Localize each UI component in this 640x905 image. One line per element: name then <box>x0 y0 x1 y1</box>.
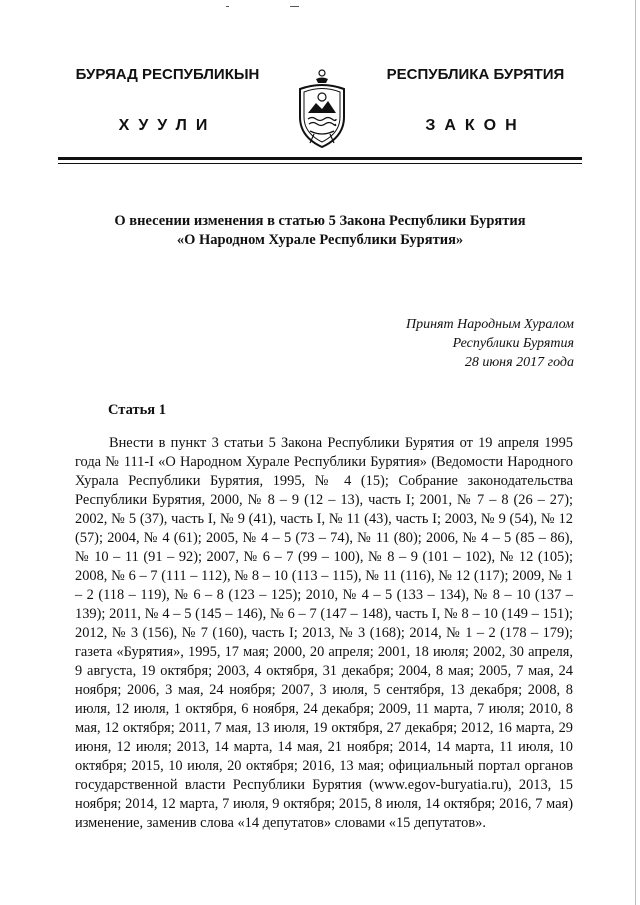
header-rule-thin <box>58 163 582 164</box>
scan-mark <box>226 6 229 7</box>
buryatia-coat-of-arms-icon <box>294 67 350 151</box>
article-text: Внести в пункт 3 статьи 5 Закона Республики Бурятия от 19 апреля 1995 года № 111-I «О Народном Хурале Республики Бурятия» (Ведомости Народного Хурала Республики Бурятия, 1995, № 4 (15); Собрание законодательства Республики Бурятия, 2000, № 8 – 9 (12 – 13), часть I; 2001, № 7 – 8 (26 – 27); 2002, № 5 (37), часть I, № 9 (41), часть I, № 11 (43), часть I; 2003, № 9 (54), № 12 (57); 2004, № 4 (61); 2005, № 4 – 5 (73 – 74), № 11 (80); 2006, № 4 – 5 (85 – 86), № 10 – 11 (91 – 92); 2007, № 6 – 7 (99 – 100), № 8 – 9 (101 – 102), № 12 (105); 2008, № 6 – 7 (111 – 112), № 8 – 10 (113 – 115), № 11 (116), № 12 (117); 2009, № 1 – 2 (118 – 119), № 6 – 8 (123 – 125); 2010, № 4 – 5 (133 – 134), № 8 – 10 (137 – 139); 2011, № 4 – 5 (145 – 146), № 6 – 7 (147 – 148), часть I, № 8 – 10 (149 – 151); 2012, № 3 (156), № 7 (160), часть I; 2013, № 3 (168); 2014, № 1 – 2 (178 – 179); газета «Бурятия», 1995, 17 мая; 2000, 20 апреля; 2001, 18 июля; 2002, 30 апреля, 9 августа, 19 октября; 2003, 4 октября, 31 декабря; 2004, 8 мая; 2005, 7 мая, 24 ноября; 2006, 3 мая, 24 ноября; 2007, 3 июля, 5 сентября, 13 декабря; 2008, 8 июля, 12 июля, 1 октября, 6 ноября, 24 декабря; 2009, 11 марта, 7 июля; 2010, 8 мая, 12 октября; 2011, 7 мая, 13 июля, 19 октября, 27 декабря; 2012, 16 марта, 29 июня, 12 июля; 2013, 14 марта, 14 мая, 21 ноября; 2014, 14 марта, 11 июля, 10 октября; 2015, 10 июля, 20 октября; 2016, 13 мая; официальный портал органов государственной власти Республики Бурятия (www.egov-buryatia.ru), 2013, 15 ноября; 2014, 12 марта, 7 июля, 9 октября; 2015, 8 июля, 14 октября; 2016, 7 мая) изменение, заменив слова «14 депутатов» словами «15 депутатов». <box>75 435 573 831</box>
adoption-note-line: Принят Народным Хуралом <box>405 317 574 332</box>
law-title-line: О внесении изменения в статью 5 Закона Республики Бурятия <box>114 213 526 229</box>
header-right-law: ЗАКОН <box>425 117 526 134</box>
law-title-line: «О Народном Хурале Республики Бурятия» <box>176 232 464 248</box>
header-left-law: ХУУЛИ <box>118 117 217 134</box>
scan-mark <box>290 6 299 7</box>
article-heading: Статья 1 <box>108 402 166 418</box>
header-left-republic: БУРЯАД РЕСПУБЛИКЫН <box>75 66 260 83</box>
header-right-republic: РЕСПУБЛИКА БУРЯТИЯ <box>386 66 565 83</box>
adoption-note-line: Республики Бурятия <box>452 336 574 351</box>
header-rule-thick <box>58 157 582 160</box>
law-title <box>60 212 580 250</box>
page-edge-line <box>635 0 636 905</box>
adoption-note <box>330 315 574 372</box>
adoption-date: 28 июня 2017 года <box>464 355 574 370</box>
